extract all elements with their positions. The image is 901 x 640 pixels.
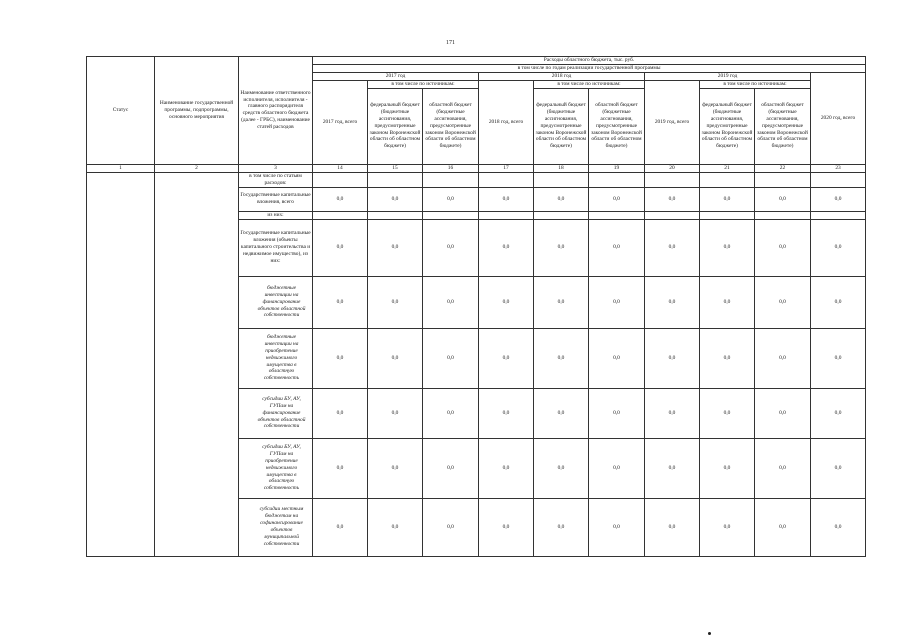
value-cell: 0,0: [534, 219, 589, 276]
value-cell: 0,0: [423, 388, 479, 438]
value-cell: 0,0: [368, 498, 423, 556]
column-number: 16: [423, 164, 479, 172]
value-cell: [534, 211, 589, 219]
value-cell: [589, 172, 645, 187]
value-cell: 0,0: [755, 498, 811, 556]
header-federal-2017: федеральный бюджет (бюджетные ассигнования, предусмотренные законом Воронежской области об областном бюджете): [368, 88, 423, 164]
row-label: бюджетные инвестиции на приобретение недвижимого имущества в областную собственность: [239, 328, 313, 388]
value-cell: 0,0: [700, 388, 755, 438]
header-year-2019: 2019 год: [645, 72, 811, 80]
value-cell: 0,0: [479, 276, 534, 328]
value-cell: 0,0: [700, 276, 755, 328]
column-number: 15: [368, 164, 423, 172]
column-number: 20: [645, 164, 700, 172]
column-number: 17: [479, 164, 534, 172]
value-cell: 0,0: [534, 498, 589, 556]
value-cell: [368, 172, 423, 187]
value-cell: 0,0: [534, 438, 589, 498]
row-label: из них:: [239, 211, 313, 219]
header-executor-name: Наименование ответственного исполнителя, исполнителя - главного распорядителя средств областного бюджета (далее - ГРБС), наименование статей расходов: [239, 57, 313, 165]
table-row: [87, 172, 866, 187]
header-status: Статус: [87, 57, 155, 165]
value-cell: 0,0: [645, 219, 700, 276]
value-cell: 0,0: [534, 328, 589, 388]
row-label: субсидии местным бюджетам на софинансирование объектов муниципальной собственности: [239, 498, 313, 556]
value-cell: 0,0: [589, 438, 645, 498]
column-number: 1: [87, 164, 155, 172]
value-cell: 0,0: [368, 276, 423, 328]
value-cell: 0,0: [700, 328, 755, 388]
row-label: бюджетные инвестиции на финансирование объектов областной собственности: [239, 276, 313, 328]
value-cell: 0,0: [755, 388, 811, 438]
value-cell: 0,0: [700, 498, 755, 556]
column-number: 2: [155, 164, 239, 172]
ink-dot: [708, 632, 711, 635]
header-sources-2017: в том числе по источникам:: [368, 80, 479, 88]
value-cell: [423, 172, 479, 187]
value-cell: [755, 211, 811, 219]
value-cell: 0,0: [368, 438, 423, 498]
value-cell: [479, 172, 534, 187]
header-regional-2017: областной бюджет (бюджетные ассигнования, предусмотренные законом Воронежской области об областном бюджете): [423, 88, 479, 164]
value-cell: 0,0: [479, 498, 534, 556]
value-cell: 0,0: [645, 498, 700, 556]
column-number: 23: [811, 164, 866, 172]
value-cell: 0,0: [368, 328, 423, 388]
value-cell: 0,0: [589, 388, 645, 438]
value-cell: 0,0: [700, 438, 755, 498]
header-total-2017: 2017 год, всего: [313, 80, 368, 164]
value-cell: 0,0: [534, 187, 589, 211]
value-cell: 0,0: [534, 276, 589, 328]
column-number: 21: [700, 164, 755, 172]
value-cell: 0,0: [589, 498, 645, 556]
value-cell: 0,0: [700, 187, 755, 211]
header-regional-2019: областной бюджет (бюджетные ассигнования, предусмотренные законом Воронежской области об областном бюджете): [755, 88, 811, 164]
row-label: субсидии БУ, АУ, ГУПам на финансирование объектов областной собственности: [239, 388, 313, 438]
header-sources-2018: в том числе по источникам:: [534, 80, 645, 88]
header-expenses: Расходы областного бюджета, тыс. руб.: [313, 57, 866, 65]
header-year-2017: 2017 год: [313, 72, 479, 80]
value-cell: [479, 211, 534, 219]
value-cell: 0,0: [423, 498, 479, 556]
value-cell: [811, 211, 866, 219]
value-cell: 0,0: [755, 276, 811, 328]
row-label: субсидии БУ, АУ, ГУПам на приобретение недвижимого имущества в областную собственность: [239, 438, 313, 498]
column-number: 22: [755, 164, 811, 172]
value-cell: [313, 211, 368, 219]
value-cell: 0,0: [313, 388, 368, 438]
header-total-2019: 2019 год, всего: [645, 80, 700, 164]
value-cell: 0,0: [423, 276, 479, 328]
value-cell: 0,0: [479, 438, 534, 498]
value-cell: [313, 172, 368, 187]
budget-table: [86, 56, 866, 557]
column-number: 19: [589, 164, 645, 172]
value-cell: 0,0: [811, 388, 866, 438]
page-number: 171: [446, 40, 455, 46]
value-cell: 0,0: [313, 328, 368, 388]
header-sources-2019: в том числе по источникам:: [700, 80, 811, 88]
value-cell: 0,0: [368, 388, 423, 438]
value-cell: 0,0: [313, 498, 368, 556]
value-cell: 0,0: [645, 187, 700, 211]
value-cell: [811, 172, 866, 187]
header-total-2020: 2020 год, всего: [811, 72, 866, 164]
value-cell: 0,0: [755, 187, 811, 211]
value-cell: 0,0: [645, 388, 700, 438]
value-cell: 0,0: [589, 276, 645, 328]
value-cell: 0,0: [645, 328, 700, 388]
value-cell: 0,0: [368, 219, 423, 276]
value-cell: 0,0: [423, 219, 479, 276]
header-federal-2019: федеральный бюджет (бюджетные ассигнования, предусмотренные законом Воронежской области об областном бюджете): [700, 88, 755, 164]
value-cell: 0,0: [589, 187, 645, 211]
value-cell: 0,0: [313, 219, 368, 276]
value-cell: [700, 211, 755, 219]
value-cell: 0,0: [811, 187, 866, 211]
value-cell: 0,0: [755, 438, 811, 498]
header-program-name: Наименование государственной программы, подпрограммы, основного мероприятия: [155, 57, 239, 165]
column-number: 14: [313, 164, 368, 172]
column-number-row: [87, 164, 866, 172]
row-label: Государственные капитальные вложения (объекты капитального строительства и недвижимое имущество), из них:: [239, 219, 313, 276]
value-cell: [423, 211, 479, 219]
value-cell: [645, 211, 700, 219]
value-cell: 0,0: [811, 328, 866, 388]
value-cell: [589, 211, 645, 219]
value-cell: 0,0: [645, 276, 700, 328]
value-cell: [700, 172, 755, 187]
header-by-years: в том числе по годам реализации государственной программы: [313, 64, 866, 72]
program-name-cell: [155, 172, 239, 556]
header-row-1: [87, 57, 866, 65]
value-cell: 0,0: [423, 438, 479, 498]
value-cell: [755, 172, 811, 187]
value-cell: 0,0: [700, 219, 755, 276]
value-cell: 0,0: [313, 187, 368, 211]
value-cell: 0,0: [423, 187, 479, 211]
row-label: Государственные капитальные вложения, всего: [239, 187, 313, 211]
value-cell: 0,0: [479, 388, 534, 438]
value-cell: [534, 172, 589, 187]
value-cell: 0,0: [479, 187, 534, 211]
header-year-2018: 2018 год: [479, 72, 645, 80]
column-number: 18: [534, 164, 589, 172]
value-cell: 0,0: [368, 187, 423, 211]
value-cell: 0,0: [811, 219, 866, 276]
value-cell: 0,0: [589, 328, 645, 388]
value-cell: 0,0: [589, 219, 645, 276]
value-cell: 0,0: [313, 438, 368, 498]
value-cell: [368, 211, 423, 219]
value-cell: 0,0: [755, 219, 811, 276]
value-cell: 0,0: [313, 276, 368, 328]
value-cell: 0,0: [479, 328, 534, 388]
value-cell: 0,0: [811, 276, 866, 328]
value-cell: [645, 172, 700, 187]
value-cell: 0,0: [755, 328, 811, 388]
header-total-2018: 2018 год, всего: [479, 80, 534, 164]
header-federal-2018: федеральный бюджет (бюджетные ассигнования, предусмотренные законом Воронежской области об областном бюджете): [534, 88, 589, 164]
value-cell: 0,0: [811, 498, 866, 556]
status-cell: [87, 172, 155, 556]
row-label: в том числе по статьям расходов:: [239, 172, 313, 187]
value-cell: 0,0: [811, 438, 866, 498]
column-number: 3: [239, 164, 313, 172]
value-cell: 0,0: [479, 219, 534, 276]
value-cell: 0,0: [423, 328, 479, 388]
value-cell: 0,0: [534, 388, 589, 438]
value-cell: 0,0: [645, 438, 700, 498]
header-regional-2018: областной бюджет (бюджетные ассигнования, предусмотренные законом Воронежской области об областном бюджете): [589, 88, 645, 164]
